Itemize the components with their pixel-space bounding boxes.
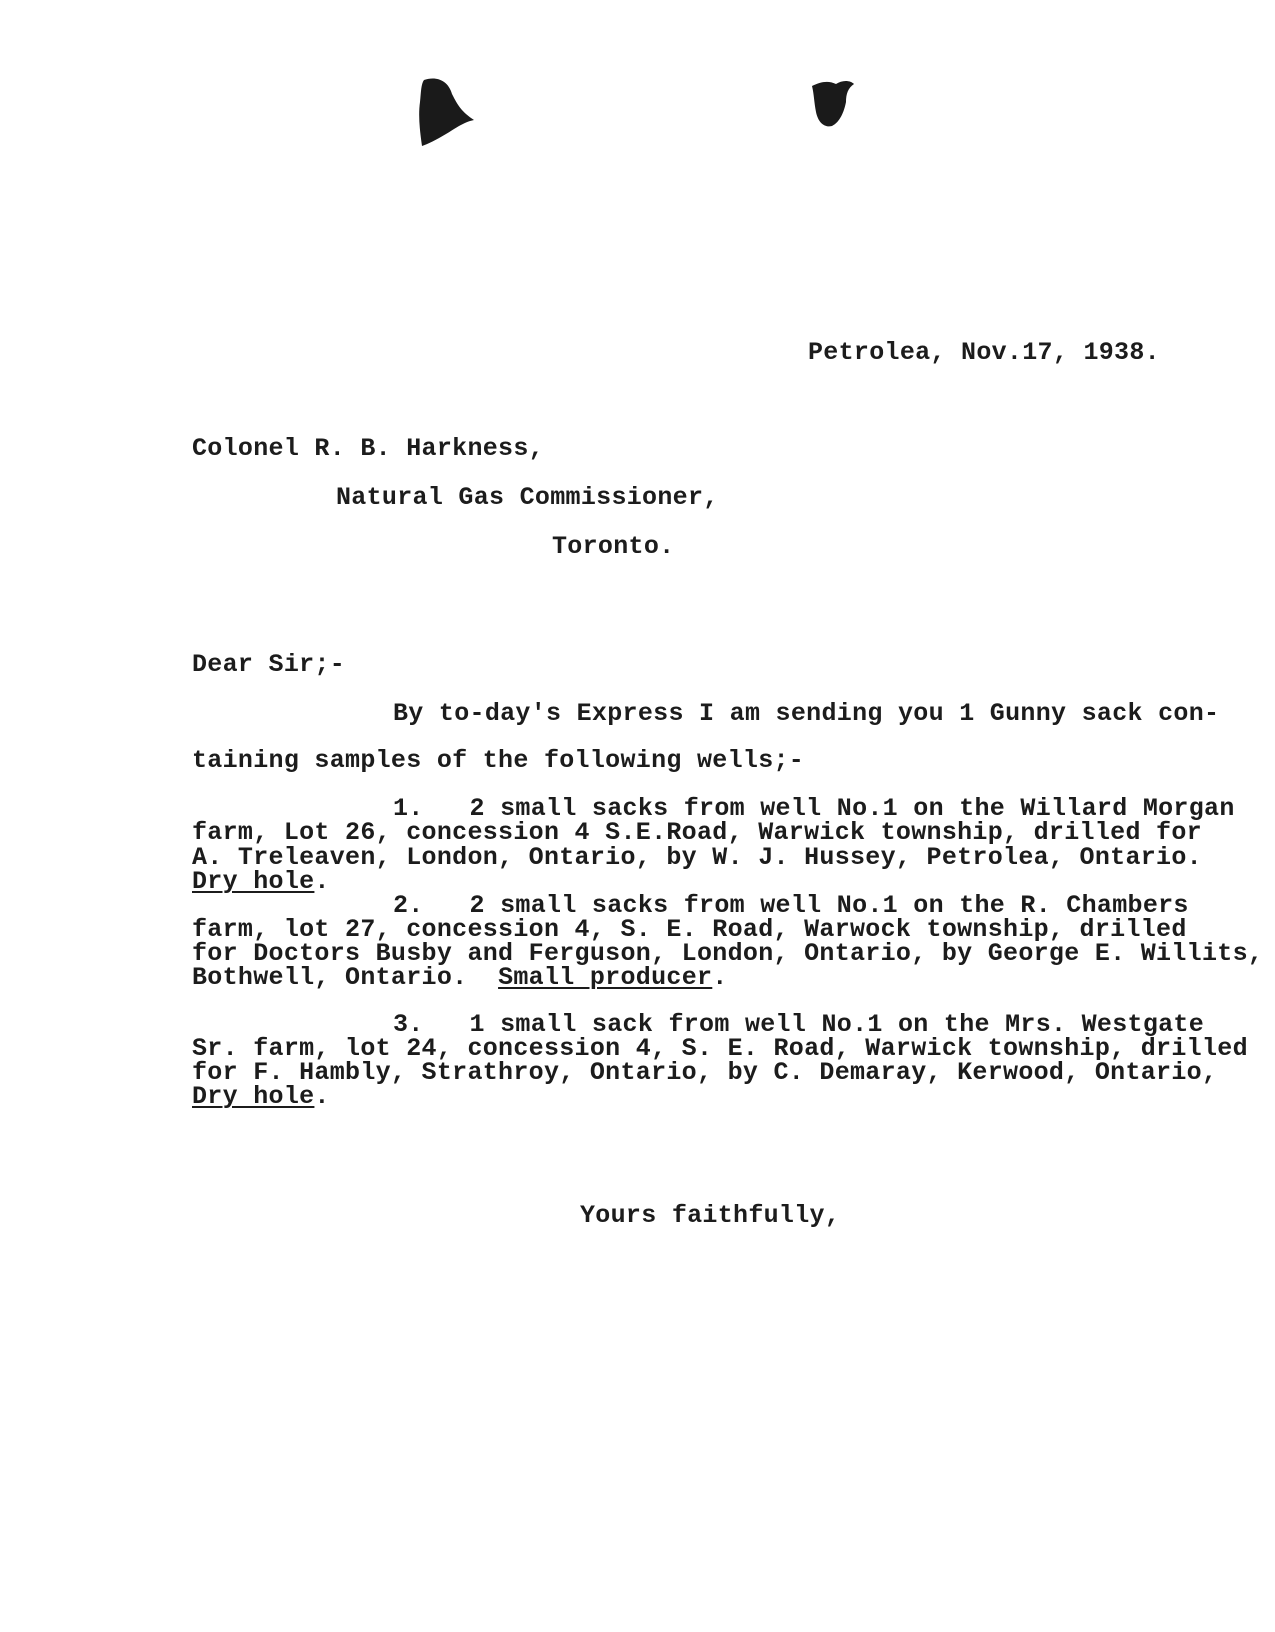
well-result-line [192,965,728,990]
well-result-period: . [712,963,728,992]
well-item-line: farm, Lot 26, concession 4 S.E.Road, Warwick township, drilled for [192,818,1202,847]
addressee-title: Natural Gas Commissioner, [336,483,719,512]
well-result: Dry hole [192,867,315,896]
punch-hole-right [810,78,856,130]
punch-hole-left [418,76,478,148]
intro-line: By to-day's Express I am sending you 1 Gunny sack con- [393,699,1220,728]
well-item-line: Sr. farm, lot 24, concession 4, S. E. Road, Warwick township, drilled [192,1034,1248,1063]
well-item-line: 1. 2 small sacks from well No.1 on the Willard Morgan [393,794,1235,823]
well-item-line: 2. 2 small sacks from well No.1 on the R. Chambers [393,891,1189,920]
letter-date: Petrolea, Nov.17, 1938. [808,338,1160,367]
well-item-line: for Doctors Busby and Ferguson, London, Ontario, by George E. Willits, [192,939,1264,968]
well-result-period: . [314,1082,330,1111]
addressee-name: Colonel R. B. Harkness, [192,434,544,463]
well-result-period: . [314,867,330,896]
well-result: Dry hole [192,1082,315,1111]
well-item-line: for F. Hambly, Strathroy, Ontario, by C. Demaray, Kerwood, Ontario, [192,1058,1218,1087]
well-item-line: Bothwell, Ontario. [192,963,499,992]
well-result-line [192,1084,330,1109]
well-result: Small producer [498,963,713,992]
well-item-line: A. Treleaven, London, Ontario, by W. J. Hussey, Petrolea, Ontario. [192,843,1202,872]
salutation: Dear Sir;- [192,650,346,679]
closing: Yours faithfully, [580,1201,841,1230]
intro-line: taining samples of the following wells;- [192,746,805,775]
well-item-line: 3. 1 small sack from well No.1 on the Mrs. Westgate [393,1010,1205,1039]
well-result-line [192,869,330,894]
well-item-line: farm, lot 27, concession 4, S. E. Road, Warwock township, drilled [192,915,1187,944]
addressee-city: Toronto. [552,532,675,561]
